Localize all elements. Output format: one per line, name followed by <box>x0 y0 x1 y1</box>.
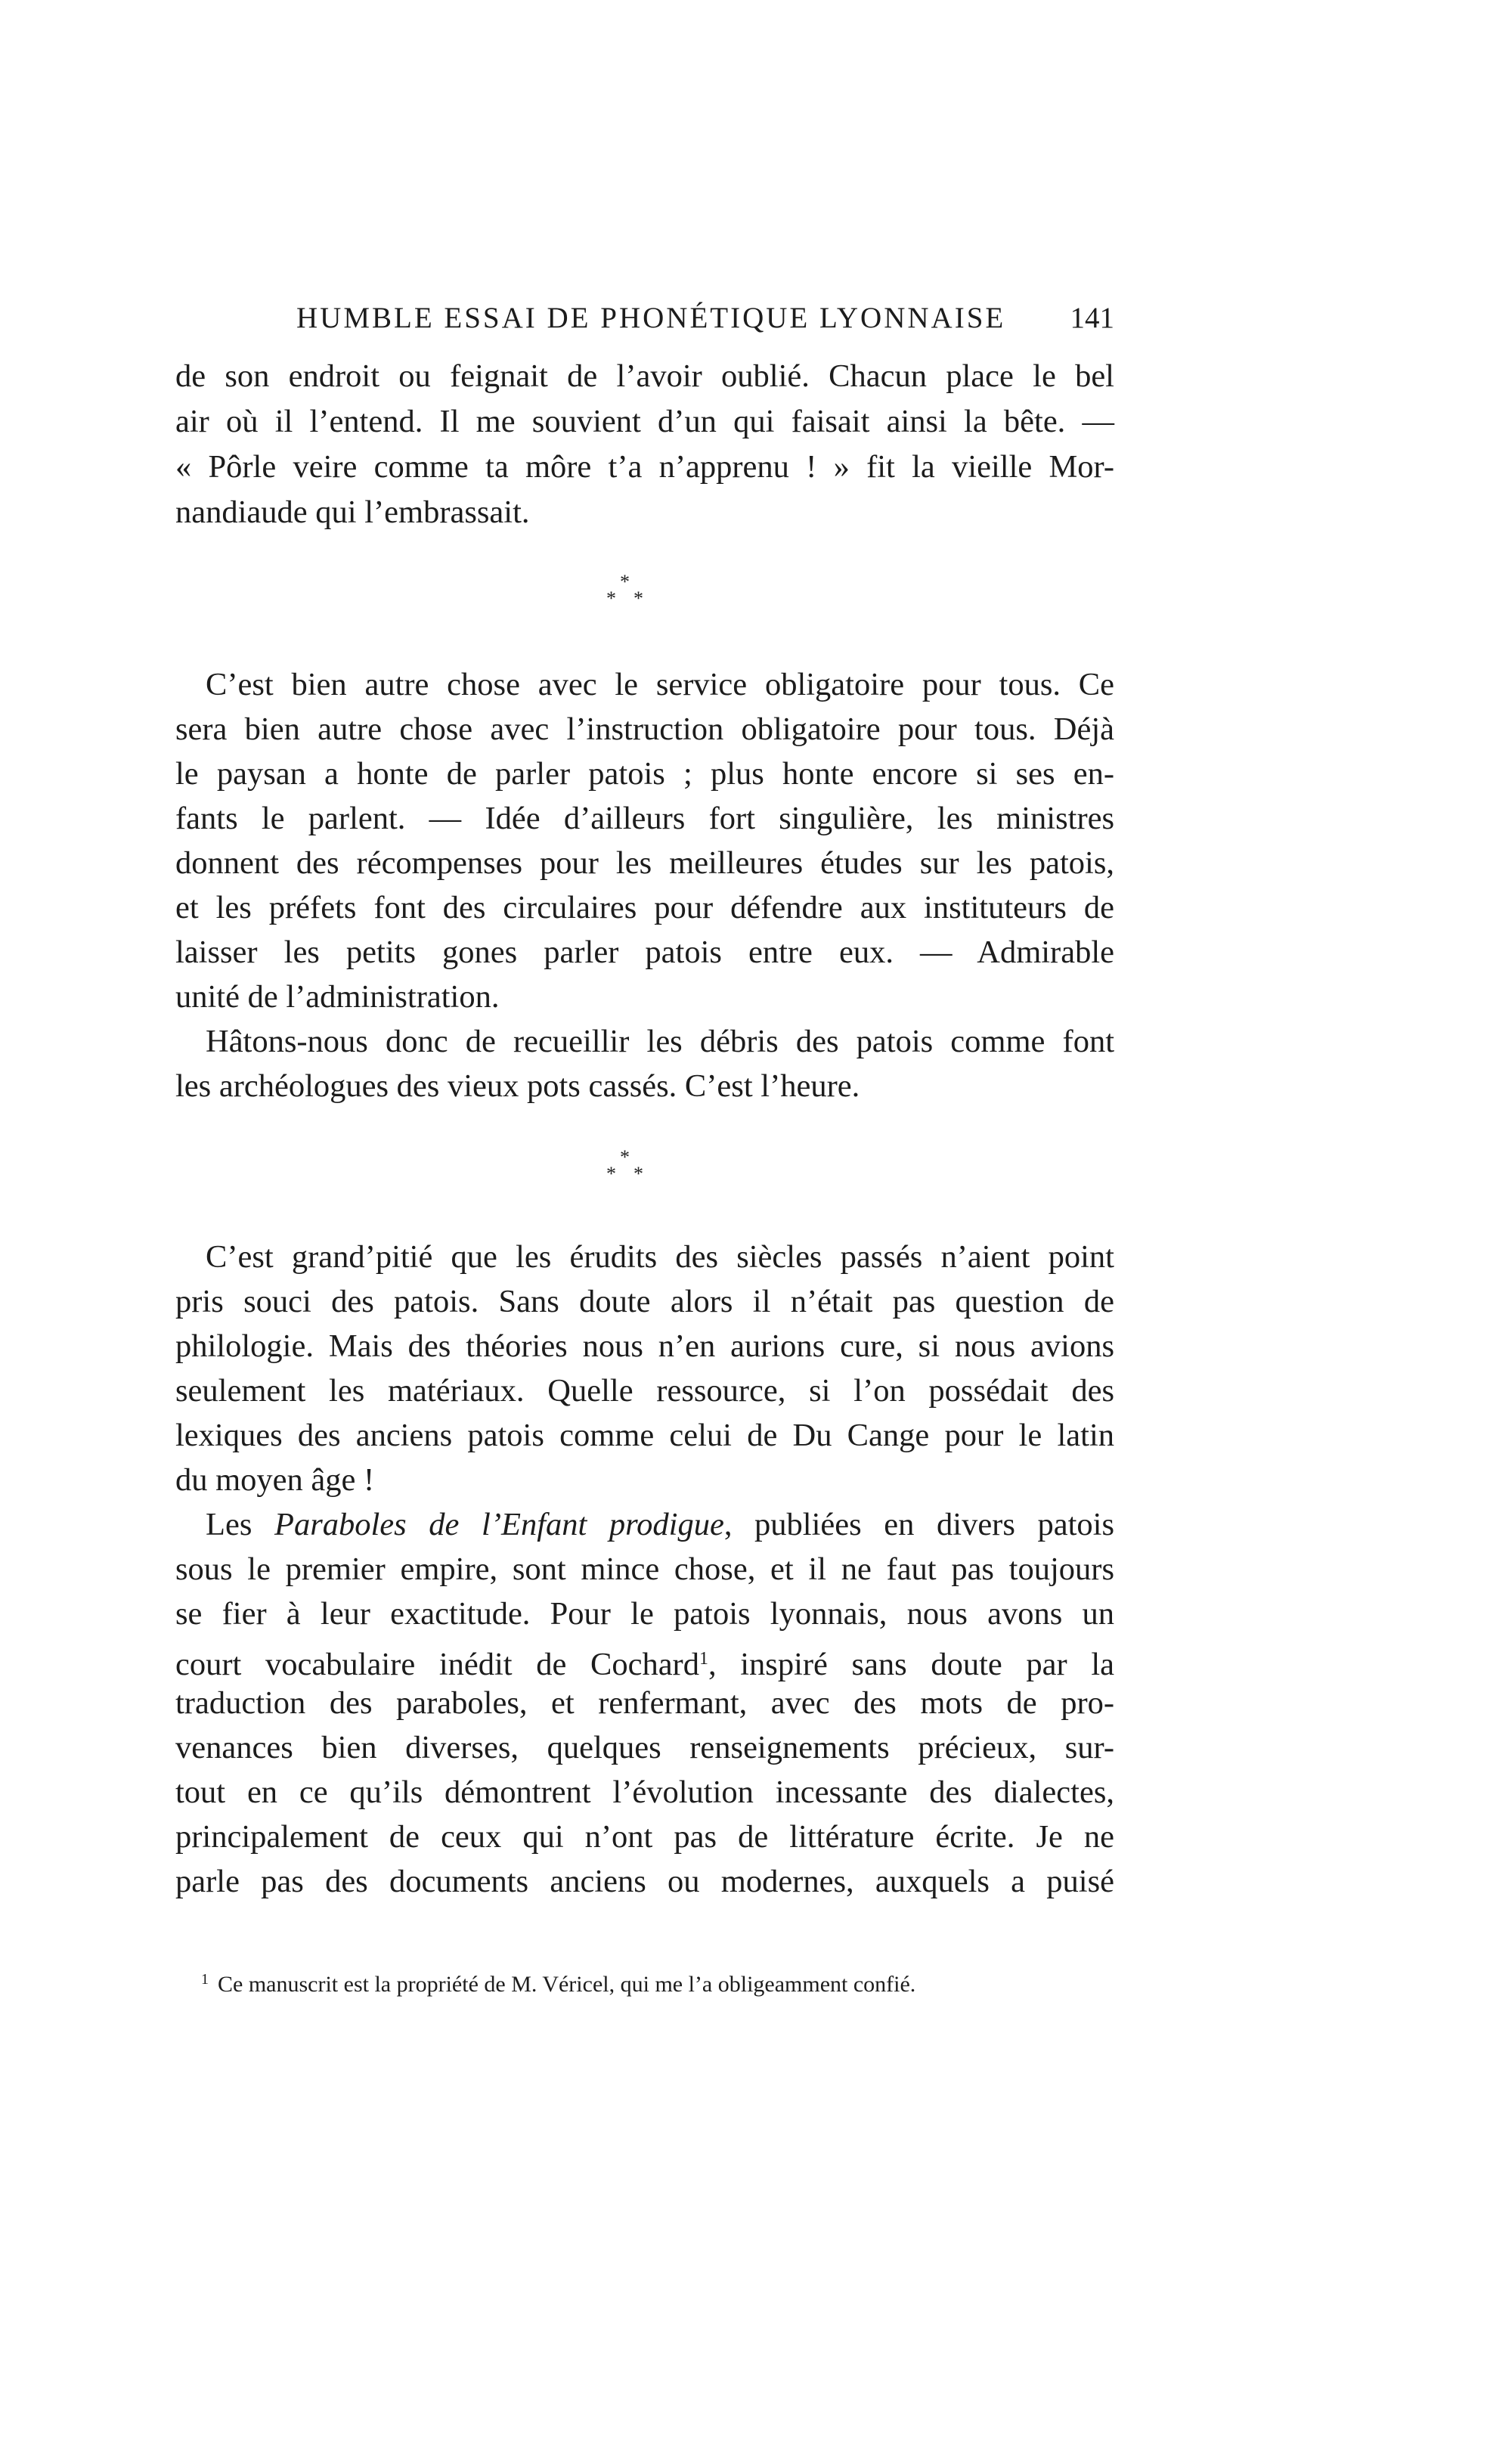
running-title: HUMBLE ESSAI DE PHONÉTIQUE LYONNAISE <box>296 302 1006 334</box>
text-line: parle pas des documents anciens ou modernes, auxquels a puisé <box>175 1864 1114 1899</box>
asterisk-mark: * <box>633 587 643 609</box>
text-line: et les préfets font des circulaires pour défendre aux instituteurs de <box>175 890 1114 925</box>
asterism-separator <box>605 1146 650 1192</box>
text-line: seulement les matériaux. Quelle ressource, si l’on possédait des <box>175 1373 1114 1409</box>
footnote <box>201 1963 1116 2001</box>
asterisk-mark: * <box>620 1146 630 1168</box>
text-line: pris souci des patois. Sans doute alors il n’était pas question de <box>175 1284 1114 1319</box>
text-line: donnent des récompenses pour les meilleures études sur les patois, <box>175 845 1114 881</box>
running-head <box>296 301 1114 346</box>
asterisk-mark: * <box>606 1163 616 1185</box>
text-run: Les <box>206 1507 274 1542</box>
text-line: sous le premier empire, sont mince chose, et il ne faut pas toujours <box>175 1551 1114 1587</box>
text-line: philologie. Mais des théories nous n’en aurions cure, si nous avions <box>175 1328 1114 1364</box>
italic-title: Paraboles de l’Enfant prodigue <box>274 1507 724 1542</box>
text-line: sera bien autre chose avec l’instruction obligatoire pour tous. Déjà <box>175 711 1114 747</box>
asterism-separator <box>605 571 650 616</box>
text-line: se fier à leur exactitude. Pour le patois lyonnais, nous avons un <box>175 1596 1114 1632</box>
text-line: le paysan a honte de parler patois ; plus honte encore si ses en- <box>175 756 1114 792</box>
text-line: nandiaude qui l’embrassait. <box>175 494 530 530</box>
asterisk-mark: * <box>633 1163 643 1185</box>
text-line: fants le parlent. — Idée d’ailleurs fort singulière, les ministres <box>175 801 1114 836</box>
text-line: de son endroit ou feignait de l’avoir oublié. Chacun place le bel <box>175 358 1114 394</box>
text-line: venances bien diverses, quelques renseignements précieux, sur- <box>175 1730 1114 1765</box>
text-line: lexiques des anciens patois comme celui de Du Cange pour le latin <box>175 1418 1114 1453</box>
text-line: laisser les petits gones parler patois entre eux. — Admirable <box>175 934 1114 970</box>
text-line: « Pôrle veire comme ta môre t’a n’apprenu ! » fit la vieille Mor- <box>175 449 1114 485</box>
text-line: les archéologues des vieux pots cassés. C’est l’heure. <box>175 1068 860 1104</box>
footnote-marker: 1 <box>201 1971 209 1988</box>
text-run: , inspiré sans doute par la <box>708 1647 1114 1682</box>
text-run: court vocabulaire inédit de Cochard <box>175 1647 699 1682</box>
text-line: Hâtons-nous donc de recueillir les débris des patois comme font <box>206 1024 1114 1059</box>
text-line: air où il l’entend. Il me souvient d’un qui faisait ainsi la bête. — <box>175 404 1114 439</box>
text-line: unité de l’administration. <box>175 979 500 1015</box>
text-line: C’est grand’pitié que les érudits des siècles passés n’aient point <box>206 1239 1114 1275</box>
asterisk-mark: * <box>606 587 616 609</box>
text-line <box>175 1636 1114 1681</box>
text-line: traduction des paraboles, et renfermant, avec des mots de pro- <box>175 1685 1114 1721</box>
asterisk-mark: * <box>620 571 630 593</box>
text-run: , publiées en divers patois <box>723 1507 1114 1542</box>
text-line: tout en ce qu’ils démontrent l’évolution incessante des dialectes, <box>175 1774 1114 1810</box>
page-number: 141 <box>1070 302 1114 334</box>
text-line: principalement de ceux qui n’ont pas de littérature écrite. Je ne <box>175 1819 1114 1855</box>
footnote-text: Ce manuscrit est la propriété de M. Véricel, qui me l’a obligeamment confié. <box>218 1972 916 1997</box>
footnote-reference: 1 <box>699 1649 708 1669</box>
text-line: C’est bien autre chose avec le service obligatoire pour tous. Ce <box>206 667 1114 702</box>
text-line <box>206 1502 1114 1548</box>
text-line: du moyen âge ! <box>175 1462 375 1498</box>
